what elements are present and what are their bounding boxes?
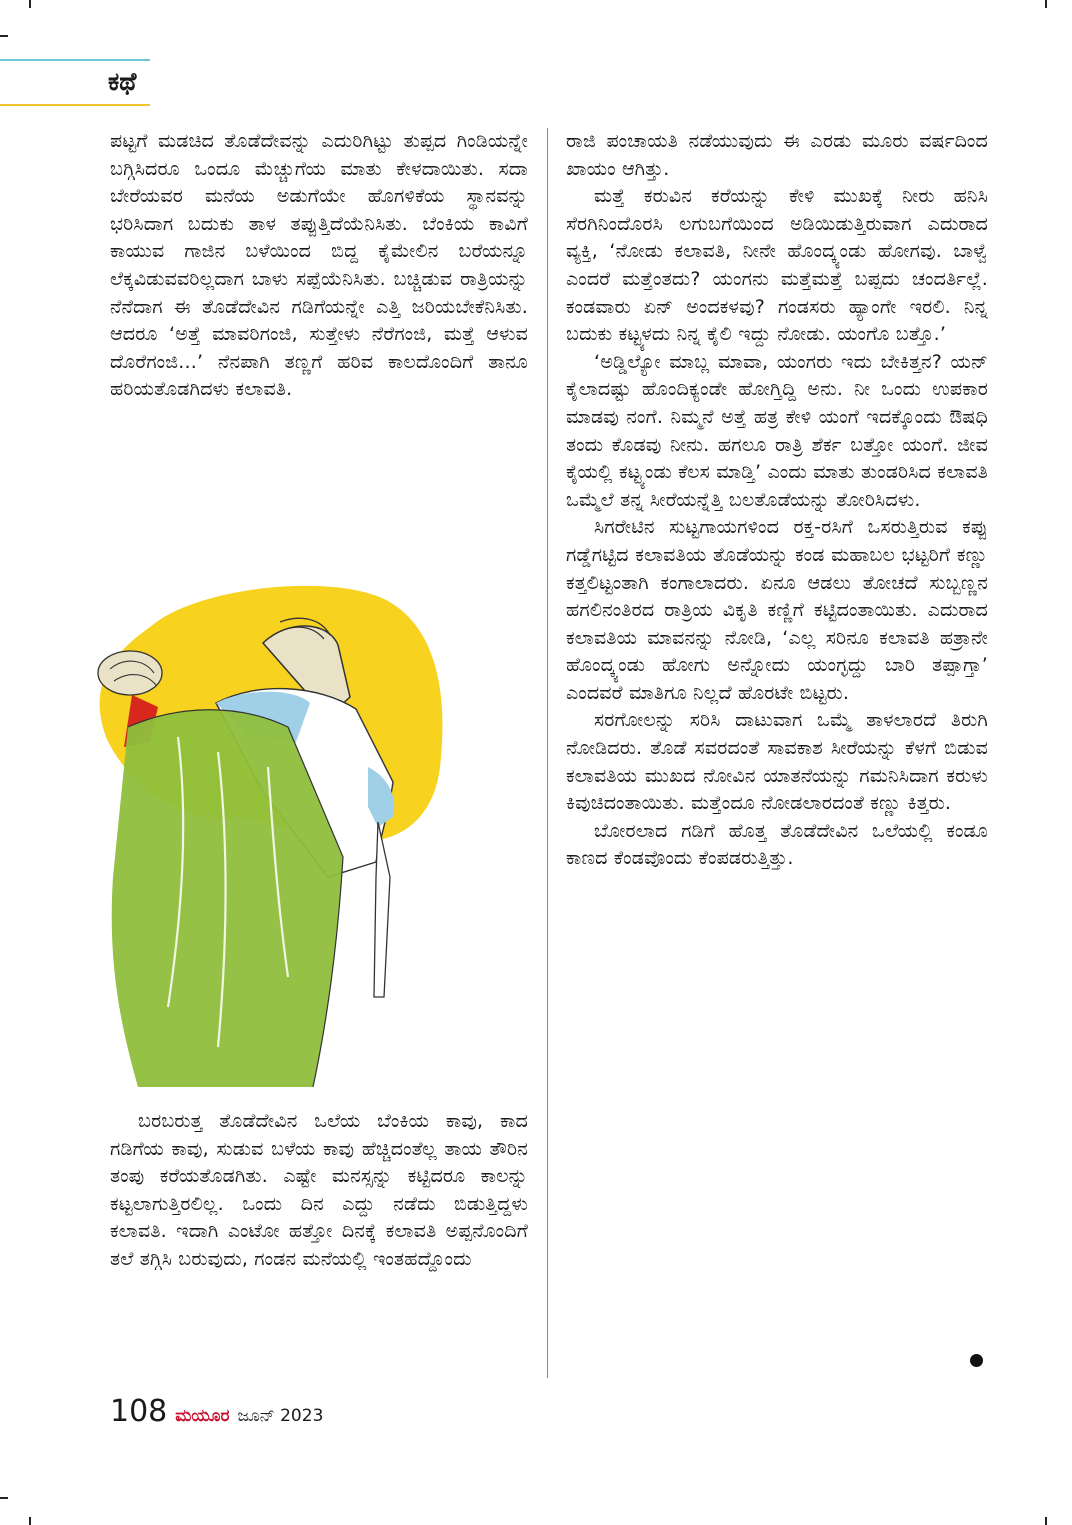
page-footer <box>110 1394 323 1434</box>
crop-mark <box>29 1517 31 1525</box>
page-number: 108 <box>110 1394 168 1429</box>
magazine-logo: ಮಯೂರ <box>175 1406 230 1426</box>
paragraph: ಸಿಗರೇಟಿನ ಸುಟ್ಟಗಾಯಗಳಿಂದ ರಕ್ತ-ರಸಿಗೆ ಒಸರುತ್ತಿರುವ ಕಪ್ಪು ಗಡ್ಡೆಗಟ್ಟಿದ ಕಲಾವತಿಯ ತೊಡೆಯನ್ನು ಕಂಡ ಮಹಾಬಲ ಭಟ್ಟರಿಗೆ ಕಣ್ಣು ಕತ್ತಲಿಟ್ಟಂತಾಗಿ ಕಂಗಾಲಾದರು. ಏನೂ ಆಡಲು ತೋಚದೆ ಸುಬ್ಬಣ್ಣನ ಹಗಲಿನಂತಿರದ ರಾತ್ರಿಯ ವಿಕೃತಿ ಕಣ್ಣಿಗೆ ಕಟ್ಟಿದಂತಾಯಿತು. ಎದುರಾದ ಕಲಾವತಿಯ ಮಾವನನ್ನು ನೋಡಿ, ‘ಎಲ್ಲ ಸರಿನೂ ಕಲಾವತಿ ಹತ್ರಾನೇ ಹೊಂದ್ಕ್ಯಂಡು ಹೋಗು ಅನ್ನೋದು ಯಂಗ್ಳದ್ದು ಬಾರಿ ತಪ್ಪಾಗ್ತಾ’ ಎಂದವರೆ ಮಾತಿಗೂ ನಿಲ್ಲದೆ ಹೊರಟೇ ಬಿಟ್ಟರು. <box>566 516 988 704</box>
crop-mark <box>1045 0 1047 8</box>
header-rule-yellow <box>0 104 150 106</box>
header-rule-cyan <box>0 59 150 61</box>
crop-mark <box>29 0 31 8</box>
left-column-bottom <box>110 1108 528 1274</box>
crop-mark <box>0 1497 8 1499</box>
section-title: ಕಥೆ <box>108 67 137 96</box>
paragraph: ಬೋರಲಾದ ಗಡಿಗೆ ಹೊತ್ತ ತೊಡೆದೇವಿನ ಒಲೆಯಲ್ಲಿ ಕಂಡೂ ಕಾಣದ ಕೆಂಡವೊಂದು ಕೆಂಪಡರುತ್ತಿತ್ತು. <box>566 819 988 870</box>
paragraph: ಪಟ್ಟಗೆ ಮಡಚಿದ ತೊಡೆದೇವನ್ನು ಎದುರಿಗಿಟ್ಟು ತುಪ್ಪದ ಗಿಂಡಿಯನ್ನೇ ಬಗ್ಗಿಸಿದರೂ ಒಂದೂ ಮೆಚ್ಚುಗೆಯ ಮಾತು ಕೇಳದಾಯಿತು. ಸದಾ ಬೇರೆಯವರ ಮನೆಯ ಅಡುಗೆಯೇ ಹೊಗಳಿಕೆಯ ಸ್ಥಾನವನ್ನು ಭರಿಸಿದಾಗ ಬದುಕು ತಾಳ ತಪ್ಪುತ್ತಿದೆಯೆನಿಸಿತು. ಬೆಂಕಿಯ ಕಾವಿಗೆ ಕಾಯುವ ಗಾಜಿನ ಬಳೆಯಿಂದ ಬಿದ್ದ ಕೈಮೇಲಿನ ಬರೆಯನ್ನೂ ಲೆಕ್ಕವಿಡುವವರಿಲ್ಲದಾಗ ಬಾಳು ಸಪ್ಪೆಯೆನಿಸಿತು. ಬಚ್ಚಿಡುವ ರಾತ್ರಿಯನ್ನು ನೆನೆದಾಗ ಈ ತೊಡೆದೇವಿನ ಗಡಿಗೆಯನ್ನೇ ಎತ್ತಿ ಜರಿಯಬೇಕೆನಿಸಿತು. ಆದರೂ ‘ಅತ್ತೆ ಮಾವರಿಗಂಜಿ, ಸುತ್ತೇಳು ನೆರೆಗಂಜಿ, ಮತ್ತೆ ಆಳುವ ದೊರೆಗಂಜಿ...’ ನೆನಪಾಗಿ ತಣ್ಣಗೆ ಹರಿವ ಕಾಲದೊಂದಿಗೆ ತಾನೂ ಹರಿಯತೊಡಗಿದಳು ಕಲಾವತಿ. <box>110 130 528 401</box>
left-column-top <box>110 128 528 404</box>
paragraph: ‘ಅಡ್ಡಿಲ್ಯೋ ಮಾಬ್ಲ ಮಾವಾ, ಯಂಗರು ಇದು ಬೇಕಿತ್ತನ? ಯನ್ ಕೈಲಾದಷ್ಟು ಹೊಂದಿಕ್ಯಂಡೇ ಹೋಗ್ತಿದ್ದಿ ಅನು. ನೀ ಒಂದು ಉಪಕಾರ ಮಾಡವು ನಂಗೆ. ನಿಮ್ಮನೆ ಅತ್ತೆ ಹತ್ರ ಕೇಳಿ ಯಂಗೆ ಇದಕ್ಕೊಂದು ಔಷಧಿ ತಂದು ಕೊಡವು ನೀನು. ಹಗಲೂ ರಾತ್ರಿ ಶೆರ್ಕ ಬತ್ತೋ ಯಂಗೆ. ಜೀವ ಕೈಯಲ್ಲಿ ಕಟ್ಟ್ಯಂಡು ಕೆಲಸ ಮಾಡ್ತಿ’ ಎಂದು ಮಾತು ತುಂಡರಿಸಿದ ಕಲಾವತಿ ಒಮ್ಮೆಲೆ ತನ್ನ ಸೀರೆಯನ್ನೆತ್ತಿ ಬಲತೊಡೆಯನ್ನು ತೋರಿಸಿದಳು. <box>566 350 988 511</box>
story-illustration <box>88 577 490 1091</box>
right-column <box>566 128 988 873</box>
crop-mark <box>0 35 8 37</box>
issue-date: ಜೂನ್ 2023 <box>237 1406 324 1426</box>
end-of-story-bullet-icon <box>970 1354 983 1367</box>
paragraph: ಬರಬರುತ್ತ ತೊಡೆದೇವಿನ ಒಲೆಯ ಬೆಂಕಿಯ ಕಾವು, ಕಾದ ಗಡಿಗೆಯ ಕಾವು, ಸುಡುವ ಬಳೆಯ ಕಾವು ಹೆಚ್ಚಿದಂತೆಲ್ಲ ತಾಯ ತೌರಿನ ತಂಪು ಕರೆಯತೊಡಗಿತು. ಎಷ್ಟೇ ಮನಸ್ಸನ್ನು ಕಟ್ಟಿದರೂ ಕಾಲನ್ನು ಕಟ್ಟಲಾಗುತ್ತಿರಲಿಲ್ಲ. ಒಂದು ದಿನ ಎದ್ದು ನಡೆದು ಬಿಡುತ್ತಿದ್ದಳು ಕಲಾವತಿ. ಇದಾಗಿ ಎಂಟೋ ಹತ್ತೋ ದಿನಕ್ಕೆ ಕಲಾವತಿ ಅಪ್ಪನೊಂದಿಗೆ ತಲೆ ತಗ್ಗಿಸಿ ಬರುವುದು, ಗಂಡನ ಮನೆಯಲ್ಲಿ ಇಂತಹದ್ದೊಂದು <box>110 1110 528 1270</box>
paragraph: ಸರಗೋಲನ್ನು ಸರಿಸಿ ದಾಟುವಾಗ ಒಮ್ಮೆ ತಾಳಲಾರದೆ ತಿರುಗಿ ನೋಡಿದರು. ತೊಡೆ ಸವರದಂತೆ ಸಾವಕಾಶ ಸೀರೆಯನ್ನು ಕೆಳಗೆ ಬಿಡುವ ಕಲಾವತಿಯ ಮುಖದ ನೋವಿನ ಯಾತನೆಯನ್ನು ಗಮನಿಸಿದಾಗ ಕರುಳು ಕಿವುಚಿದಂತಾಯಿತು. ಮತ್ತೆಂದೂ ನೋಡಲಾರದಂತೆ ಕಣ್ಣು ಕಿತ್ತರು. <box>566 709 988 815</box>
crop-mark <box>1045 1517 1047 1525</box>
column-divider <box>547 128 548 1378</box>
paragraph: ಮತ್ತೆ ಕರುವಿನ ಕರೆಯನ್ನು ಕೇಳಿ ಮುಖಕ್ಕೆ ನೀರು ಹನಿಸಿ ಸೆರಗಿನಿಂದೊರಸಿ ಲಗುಬಗೆಯಿಂದ ಅಡಿಯಿಡುತ್ತಿರುವಾಗ ಎದುರಾದ ವ್ಯಕ್ತಿ, ‘ನೋಡು ಕಲಾವತಿ, ನೀನೇ ಹೊಂದ್ಕ್ಯಂಡು ಹೋಗವು. ಬಾಳ್ವೆ ಎಂದರೆ ಮತ್ತೆಂತದು? ಯಂಗನು ಮತ್ತೆಮತ್ತೆ ಬಪ್ಪದು ಚಂದರ್ತಿಲ್ಲೆ. ಕಂಡವಾರು ಏನ್ ಅಂದಕಳವು? ಗಂಡಸರು ಹ್ಯಾಂಗೇ ಇರಲಿ. ನಿನ್ನ ಬದುಕು ಕಟ್ಟ್ಯಳದು ನಿನ್ನ ಕೈಲಿ ಇದ್ದು ನೋಡು. ಯಂಗೊ ಬತ್ತೊ.’ <box>566 185 988 346</box>
paragraph: ರಾಜಿ ಪಂಚಾಯತಿ ನಡೆಯುವುದು ಈ ಎರಡು ಮೂರು ವರ್ಷದಿಂದ ಖಾಯಂ ಆಗಿತ್ತು. <box>566 130 988 180</box>
